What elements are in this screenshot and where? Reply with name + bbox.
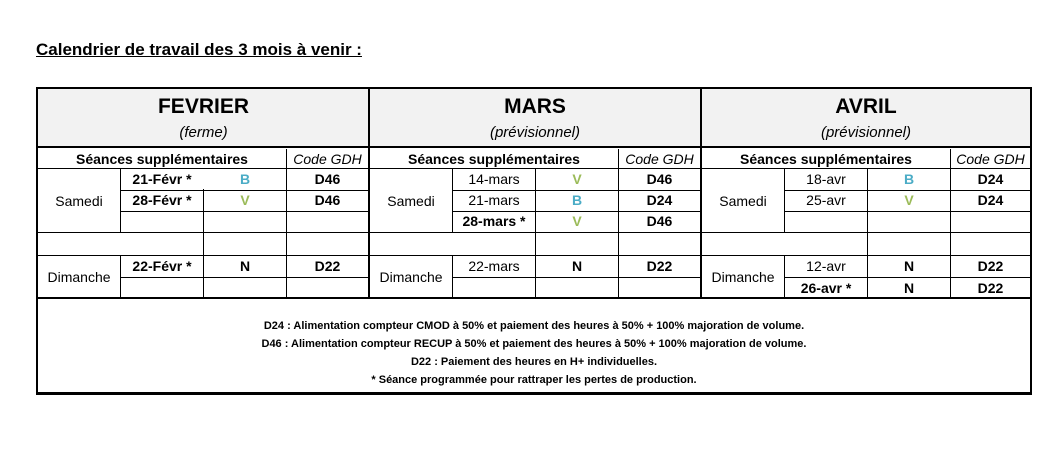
date-cell: 12-avr xyxy=(806,258,846,274)
team-cell: B xyxy=(239,171,251,187)
day-label-dimanche: Dimanche xyxy=(379,269,443,285)
month-name: AVRIL xyxy=(835,95,897,118)
day-label-dimanche: Dimanche xyxy=(47,269,111,285)
col-header-code: Code GDH xyxy=(293,151,362,167)
calendar-table xyxy=(36,87,1032,395)
team-cell: V xyxy=(572,213,582,229)
code-cell: D22 xyxy=(646,258,673,274)
divider xyxy=(120,277,368,278)
day-label-samedi: Samedi xyxy=(387,193,435,209)
divider xyxy=(38,232,1030,233)
month-status: (prévisionnel) xyxy=(820,124,912,141)
team-cell: N xyxy=(903,258,915,274)
team-cell: B xyxy=(571,192,583,208)
col-header-seances: Séances supplémentaires xyxy=(76,151,248,167)
legend-line-d46: D46 : Alimentation compteur RECUP à 50% et paiement des heures à 50% + 100% majoration de volume. xyxy=(261,338,807,350)
team-cell: N xyxy=(903,280,915,296)
date-cell: 25-avr xyxy=(806,192,846,208)
col-header-code: Code GDH xyxy=(956,151,1025,167)
code-cell: D46 xyxy=(646,213,673,229)
date-cell: 18-avr xyxy=(806,171,846,187)
month-status: (ferme) xyxy=(179,124,228,141)
code-cell: D24 xyxy=(646,192,673,208)
month-header-feb xyxy=(38,89,369,148)
date-cell: 28-mars * xyxy=(462,213,526,229)
code-cell: D46 xyxy=(314,171,341,187)
team-cell: V xyxy=(240,192,250,208)
team-cell: V xyxy=(572,171,582,187)
divider xyxy=(120,211,368,212)
divider xyxy=(784,211,1030,212)
day-label-samedi: Samedi xyxy=(719,193,767,209)
date-cell: 28-Févr * xyxy=(132,192,192,208)
date-cell: 22-mars xyxy=(468,258,520,274)
page-title: Calendrier de travail des 3 mois à venir : xyxy=(36,40,362,59)
code-cell: D22 xyxy=(977,280,1004,296)
code-cell: D46 xyxy=(646,171,673,187)
month-name: MARS xyxy=(504,95,566,118)
code-cell: D22 xyxy=(314,258,341,274)
month-header-mar xyxy=(370,89,700,148)
code-cell: D24 xyxy=(977,171,1004,187)
code-cell: D46 xyxy=(314,192,341,208)
day-label-dimanche: Dimanche xyxy=(711,269,775,285)
date-cell: 22-Févr * xyxy=(132,258,192,274)
col-header-code: Code GDH xyxy=(625,151,694,167)
team-cell: N xyxy=(239,258,251,274)
date-cell: 21-Févr * xyxy=(132,171,192,187)
legend xyxy=(38,317,1030,389)
legend-line-d22: D22 : Paiement des heures en H+ individuelles. xyxy=(410,356,658,368)
team-cell: B xyxy=(903,171,915,187)
col-header-seances: Séances supplémentaires xyxy=(740,151,912,167)
team-cell: V xyxy=(904,192,914,208)
legend-line-d24: D24 : Alimentation compteur CMOD à 50% et paiement des heures à 50% + 100% majoration de volume. xyxy=(263,320,805,332)
month-header-apr xyxy=(702,89,1030,148)
divider xyxy=(452,277,700,278)
date-cell: 26-avr * xyxy=(800,280,852,296)
date-cell: 14-mars xyxy=(468,171,520,187)
legend-line-asterisk: * Séance programmée pour rattraper les pertes de production. xyxy=(371,374,697,386)
code-cell: D24 xyxy=(977,192,1004,208)
code-cell: D22 xyxy=(977,258,1004,274)
month-status: (prévisionnel) xyxy=(489,124,581,141)
day-label-samedi: Samedi xyxy=(55,193,103,209)
team-cell: N xyxy=(571,258,583,274)
month-name: FEVRIER xyxy=(157,95,249,118)
date-cell: 21-mars xyxy=(468,192,520,208)
col-header-seances: Séances supplémentaires xyxy=(408,151,580,167)
